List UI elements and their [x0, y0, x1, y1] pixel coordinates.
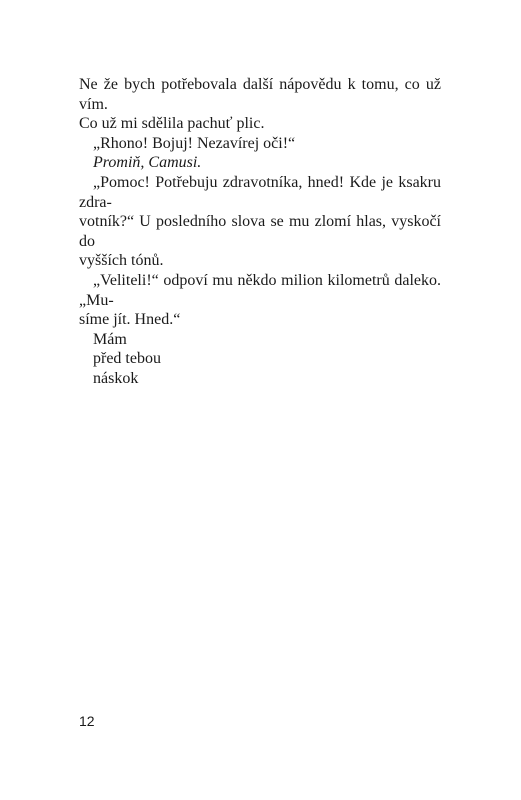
paragraph-1 — [79, 75, 441, 134]
text-line-8: „Veliteli!“ odpoví mu někdo milion kilometrů daleko. „Mu- — [79, 271, 441, 309]
paragraph-8 — [79, 369, 441, 389]
text-line-7: vyšších tónů. — [79, 252, 164, 270]
paragraph-2 — [79, 134, 441, 154]
text-line-12: náskok — [93, 369, 139, 387]
text-line-2: Co už mi sdělila pachuť plic. — [79, 115, 265, 133]
text-line-10: Mám — [93, 330, 127, 348]
paragraph-5 — [79, 271, 441, 330]
paragraph-6 — [79, 330, 441, 350]
paragraph-4 — [79, 173, 441, 271]
text-line-4: Promiň, Camusi. — [93, 154, 202, 172]
paragraph-7 — [79, 349, 441, 369]
text-line-3: „Rhono! Bojuj! Nezavírej oči!“ — [93, 134, 296, 152]
text-line-6: votník?“ U posledního slova se mu zlomí hlas, vyskočí do — [79, 213, 441, 250]
text-line-9: síme jít. Hned.“ — [79, 311, 181, 329]
text-line-5: „Pomoc! Potřebuju zdravotníka, hned! Kde je ksakru zdra- — [79, 173, 441, 211]
body-text — [79, 75, 441, 389]
paragraph-3 — [79, 153, 441, 173]
text-line-1: Ne že bych potřebovala další nápovědu k tomu, co už vím. — [79, 76, 441, 113]
page-number: 12 — [79, 713, 95, 729]
text-line-11: před tebou — [93, 350, 161, 368]
